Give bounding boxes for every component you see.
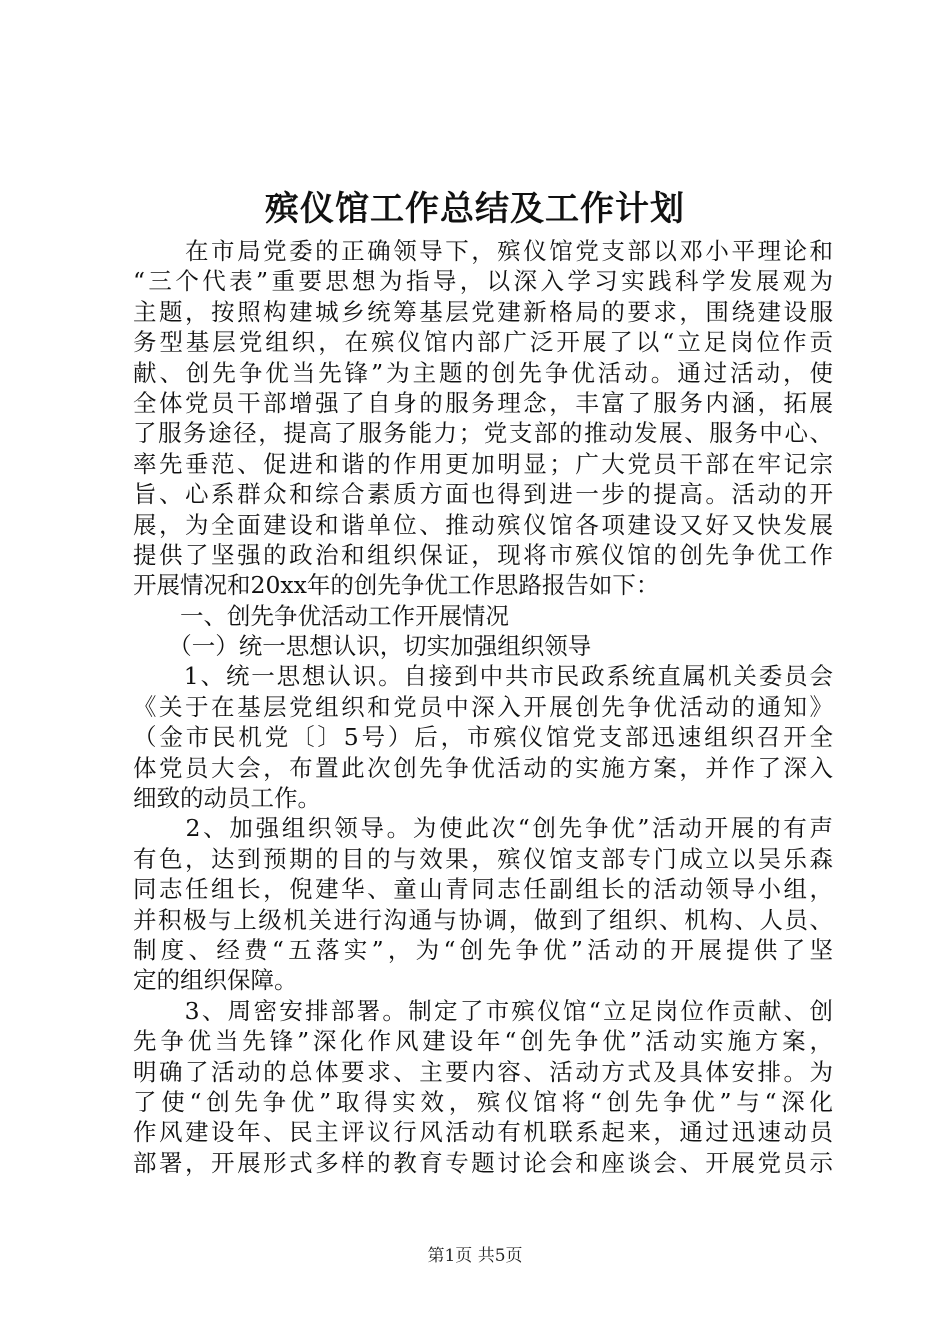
body-line: 作风建设年、民主评议行风活动有机联系起来，通过迅速动员 (133, 1118, 833, 1147)
body-line: 并积极与上级机关进行沟通与协调，做到了组织、机构、人员、 (133, 905, 833, 934)
body-line: 务型基层党组织，在殡仪馆内部广泛开展了以“立足岗位作贡 (133, 328, 833, 357)
page-footer: 第1页 共5页 (427, 1246, 523, 1266)
body-line: 体党员大会，布置此次创先争优活动的实施方案，并作了深入 (133, 753, 833, 782)
body-line: 部署，开展形式多样的教育专题讨论会和座谈会、开展党员示 (133, 1148, 833, 1177)
body-line: 了服务途径，提高了服务能力；党支部的推动发展、服务中心、 (133, 419, 833, 448)
body-line: 有色，达到预期的目的与效果，殡仪馆支部专门成立以吴乐森 (133, 844, 833, 873)
body-line: 提供了坚强的政治和组织保证，现将市殡仪馆的创先争优工作 (133, 540, 833, 569)
body-line: 全体党员干部增强了自身的服务理念，丰富了服务内涵，拓展 (133, 388, 833, 417)
body-line: 制度、经费“五落实”，为“创先争优”活动的开展提供了坚 (133, 935, 833, 964)
body-line: 旨、心系群众和综合素质方面也得到进一步的提高。活动的开 (133, 480, 833, 509)
body-line: 《关于在基层党组织和党员中深入开展创先争优活动的通知》 (133, 692, 833, 721)
body-line: 1、统一思想认识。自接到中共市民政系统直属机关委员会 (133, 662, 833, 691)
body-line: 了使“创先争优”取得实效，殡仪馆将“创先争优”与“深化 (133, 1087, 833, 1116)
document-title: 殡仪馆工作总结及工作计划 (265, 189, 685, 229)
body-line: 在市局党委的正确领导下，殡仪馆党支部以邓小平理论和 (133, 237, 833, 265)
body-line: 开展情况和20xx年的创先争优工作思路报告如下： (133, 571, 660, 600)
body-line: 献、创先争优当先锋”为主题的创先争优活动。通过活动，使 (133, 358, 833, 387)
body-line: 先争优当先锋”深化作风建设年“创先争优”活动实施方案， (133, 1027, 833, 1056)
body-line: 主题，按照构建城乡统筹基层党建新格局的要求，围绕建设服 (133, 297, 833, 326)
body-line: “三个代表”重要思想为指导，以深入学习实践科学发展观为 (133, 267, 833, 296)
body-line: 2、加强组织领导。为使此次“创先争优”活动开展的有声 (133, 814, 833, 843)
body-line: （金市民机党〔〕5号）后，市殡仪馆党支部迅速组织召开全 (133, 723, 833, 752)
body-line: 细致的动员工作。 (133, 784, 321, 813)
body-line: 同志任组长，倪建华、童山青同志任副组长的活动领导小组， (133, 875, 833, 904)
body-line: 定的组织保障。 (133, 966, 298, 995)
body-line: 率先垂范、促进和谐的作用更加明显；广大党员干部在牢记宗 (133, 449, 833, 478)
body-line: 3、周密安排部署。制定了市殡仪馆“立足岗位作贡献、创 (133, 996, 833, 1025)
document-body (133, 236, 833, 1178)
body-line: 展，为全面建设和谐单位、推动殡仪馆各项建设又好又快发展 (133, 510, 833, 539)
body-line: 明确了活动的总体要求、主要内容、活动方式及具体安排。为 (133, 1057, 833, 1086)
body-line: （一）统一思想认识，切实加强组织领导 (133, 632, 592, 661)
body-line: 一、创先争优活动工作开展情况 (133, 601, 509, 630)
